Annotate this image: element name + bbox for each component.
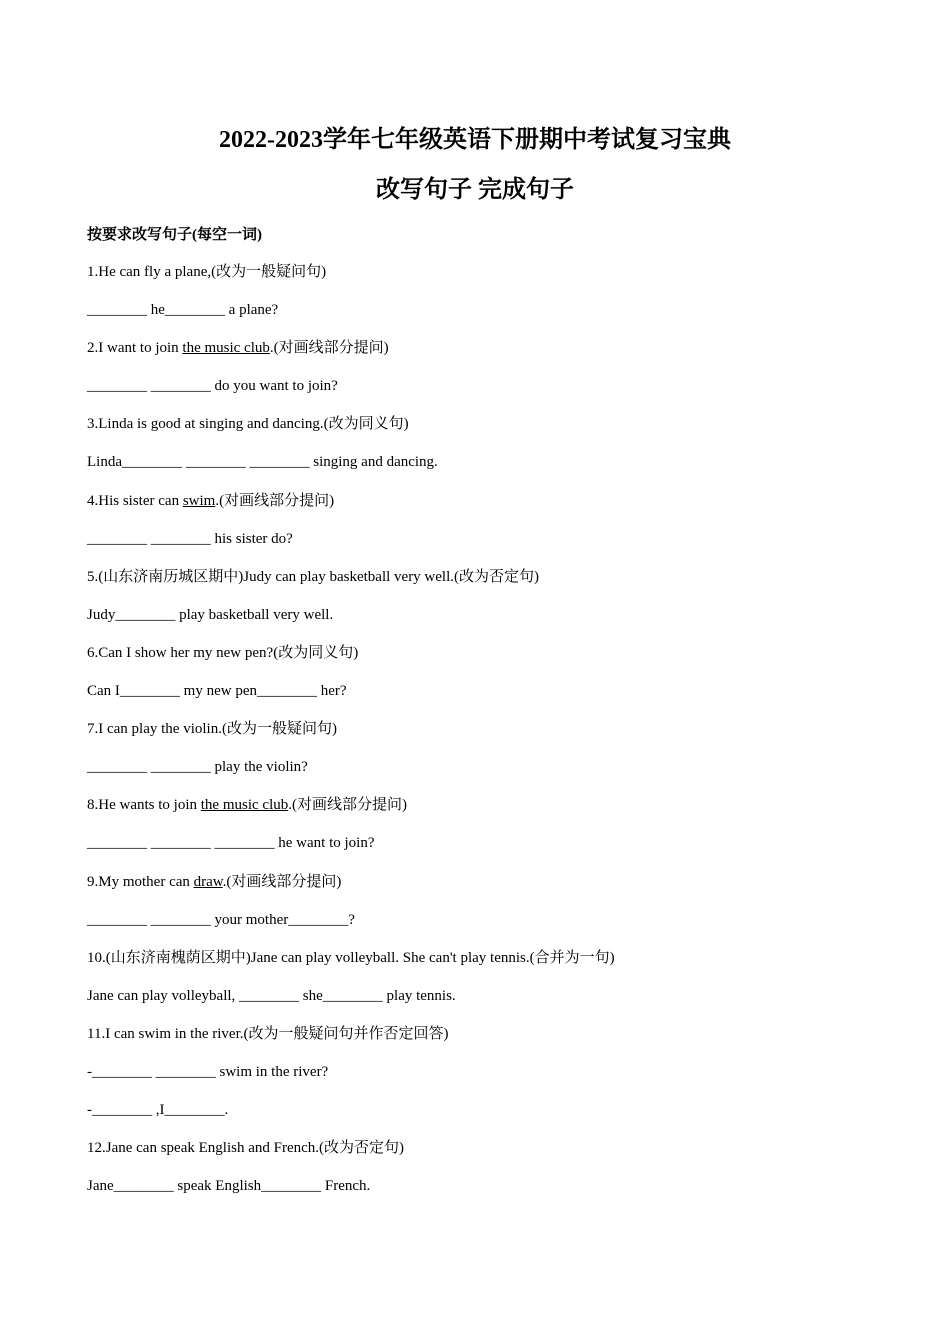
line-text: Jane________ speak English________ French. — [87, 1178, 371, 1195]
line-text: 2.I want to join — [87, 340, 183, 357]
line-text: ________ ________ ________ he want to join? — [87, 835, 375, 852]
line-text: ________ ________ his sister do? — [87, 530, 293, 547]
answer-line — [87, 833, 907, 871]
line-text: .(对画线部分提问) — [269, 340, 389, 357]
answer-line — [87, 681, 907, 719]
question-line — [87, 948, 907, 986]
page-subtitle: 改写句子 完成句子 — [376, 177, 574, 203]
section-heading: 按要求改写句子(每空一词) — [87, 227, 262, 243]
line-text: 10.(山东济南槐荫区期中)Jane can play volleyball. She can't play tennis.(合并为一句) — [87, 949, 615, 966]
line-text: 4.His sister can — [87, 492, 183, 509]
answer-line — [87, 300, 907, 338]
line-text: Can I________ my new pen________ her? — [87, 683, 347, 700]
line-text: .(对画线部分提问) — [288, 797, 407, 814]
line-text: ________ he________ a plane? — [87, 302, 279, 319]
line-text: Jane can play volleyball, ________ she________ play tennis. — [87, 987, 456, 1004]
question-line — [87, 872, 907, 910]
answer-line — [87, 986, 907, 1024]
question-line — [87, 719, 907, 757]
line-text: 6.Can I show her my new pen?(改为同义句) — [87, 644, 359, 661]
underlined-text: draw — [193, 873, 223, 890]
line-text: .(对画线部分提问) — [215, 492, 335, 509]
line-text: 5.(山东济南历城区期中)Judy can play basketball very well.(改为否定句) — [87, 568, 540, 585]
page-title: 2022-2023学年七年级英语下册期中考试复习宝典 — [219, 127, 731, 153]
line-text: Linda________ ________ ________ singing and dancing. — [87, 454, 438, 471]
question-line — [87, 338, 907, 376]
line-text: 11.I can swim in the river.(改为一般疑问句并作否定回答) — [87, 1025, 449, 1042]
line-text: 8.He wants to join — [87, 797, 201, 814]
question-line — [87, 567, 907, 605]
line-text: Judy________ play basketball very well. — [87, 606, 334, 623]
line-text: .(对画线部分提问) — [222, 873, 342, 890]
line-text: 3.Linda is good at singing and dancing.(改为同义句) — [87, 416, 409, 433]
line-text: ________ ________ do you want to join? — [87, 378, 338, 395]
line-text: -________ ________ swim in the river? — [87, 1063, 329, 1080]
line-text: ________ ________ your mother________? — [87, 911, 355, 928]
question-line — [87, 262, 907, 300]
answer-line — [87, 1138, 907, 1176]
answer-line — [87, 757, 907, 795]
underlined-text: the music club — [200, 797, 289, 814]
answer-line — [87, 452, 907, 490]
exercise-list — [87, 262, 907, 1214]
line-text: 7.I can play the violin.(改为一般疑问句) — [87, 721, 337, 738]
question-line — [87, 1024, 907, 1062]
answer-line — [87, 1100, 907, 1138]
question-line — [87, 643, 907, 681]
line-text: -________ ,I________. — [87, 1102, 229, 1119]
answer-line — [87, 1062, 907, 1100]
line-text: ________ ________ play the violin? — [87, 759, 308, 776]
line-text: 1.He can fly a plane,(改为一般疑问句) — [87, 264, 327, 280]
question-line — [87, 795, 907, 833]
question-line — [87, 491, 907, 529]
question-line — [87, 414, 907, 452]
underlined-text: swim — [182, 492, 216, 509]
line-text: 12.Jane can speak English and French.(改为否定句) — [87, 1140, 405, 1157]
answer-line — [87, 1176, 907, 1214]
line-text: 9.My mother can — [87, 873, 194, 890]
answer-line — [87, 529, 907, 567]
answer-line — [87, 376, 907, 414]
answer-line — [87, 605, 907, 643]
answer-line — [87, 910, 907, 948]
underlined-text: the music club — [182, 340, 270, 357]
